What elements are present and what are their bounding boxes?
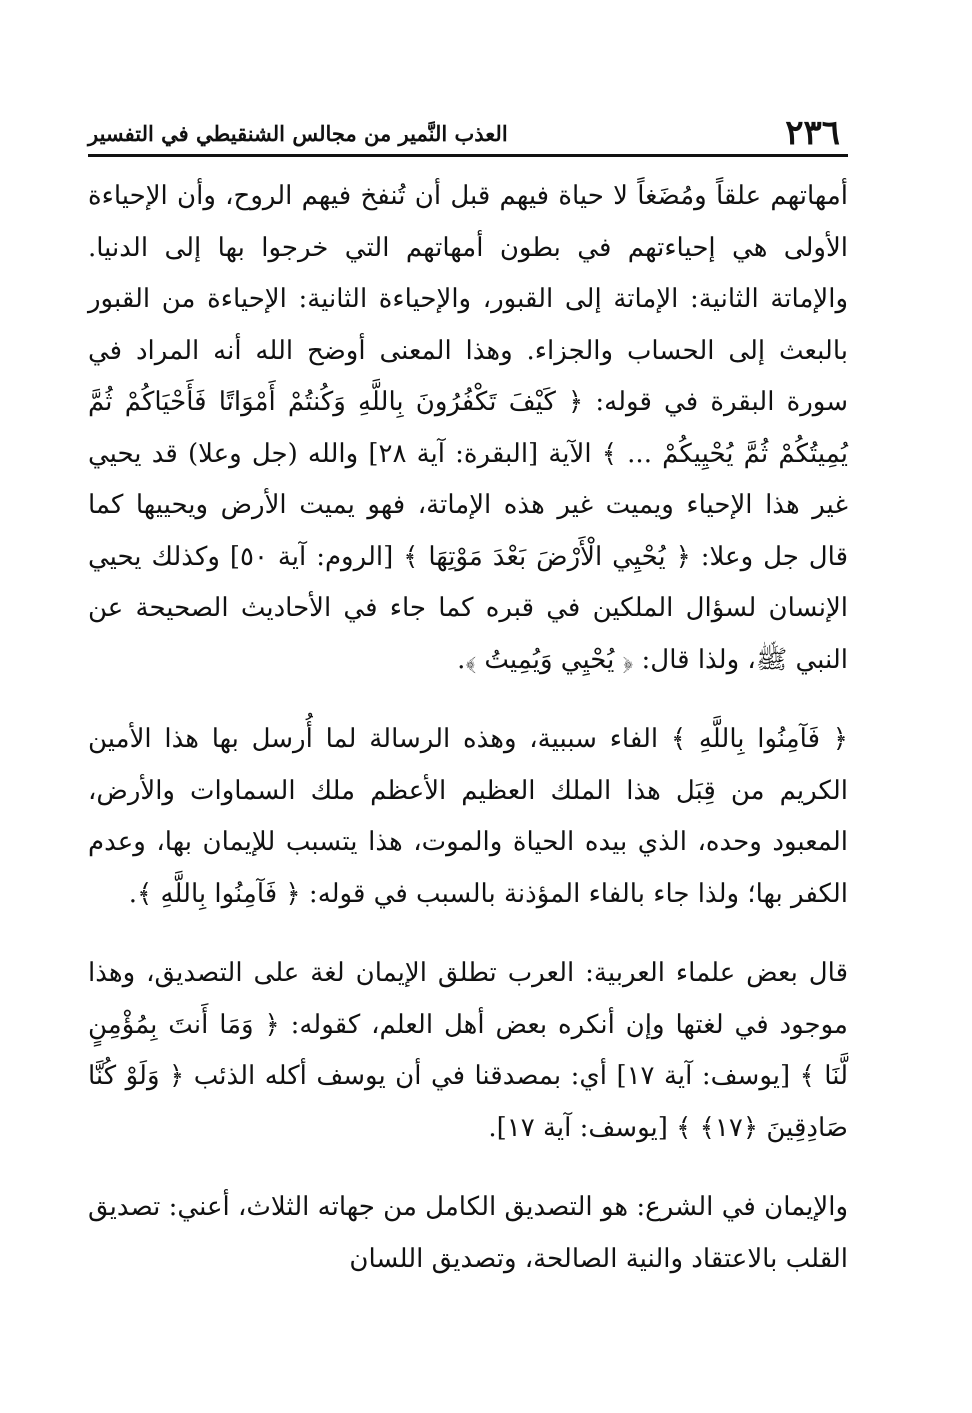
page-body <box>88 171 848 1285</box>
running-header <box>88 112 848 157</box>
page-number: ٢٣٦ <box>785 113 840 153</box>
book-title: العذب النَّمير من مجالس الشنقيطي في التفسير <box>88 121 508 146</box>
paragraph: أمهاتهم علقاً ومُضَغاً لا حياة فيهم قبل أن تُنفخ فيهم الروح، وأن الإحياءة الأولى هي إحياءتهم في بطون أمهاتهم التي خرجوا بها إلى الدنيا. والإماتة الثانية: الإماتة إلى القبور، والإحياءة الثانية: الإحياءة من القبور بالبعث إلى الحساب والجزاء. وهذا المعنى أوضح الله أنه المراد في سورة البقرة في قوله: ﴿ كَيْفَ تَكْفُرُونَ بِاللَّهِ وَكُنتُمْ أَمْوَاتًا فَأَحْيَاكُمْ ثُمَّ يُمِيتُكُمْ ثُمَّ يُحْيِيكُمْ ... ﴾ الآية [البقرة: آية ٢٨] والله (جل وعلا) قد يحيي غير هذا الإحياء ويميت غير هذه الإماتة، فهو يميت الأرض ويحييها كما قال جل وعلا: ﴿ يُحْيِي الْأَرْضَ بَعْدَ مَوْتِهَا ﴾ [الروم: آية ٥٠] وكذلك يحيي الإنسان لسؤال الملكين في قبره كما جاء في الأحاديث الصحيحة عن النبي ﷺ، ولذا قال: ﴿ يُحْيِي وَيُمِيتُ ﴾. <box>88 181 849 675</box>
paragraph: ﴿ فَآمِنُوا بِاللَّهِ ﴾ الفاء سببية، وهذه الرسالة لما أُرسل بها هذا الأمين الكريم من قِبَل هذا الملك العظيم الأعظم ملك السماوات والأرض، المعبود وحده، الذي بيده الحياة والموت، هذا يتسبب للإيمان بها، وعدم الكفر بها؛ ولذا جاء بالفاء المؤذنة بالسبب في قوله: ﴿ فَآمِنُوا بِاللَّهِ ﴾. <box>88 724 848 909</box>
paragraph: قال بعض علماء العربية: العرب تطلق الإيمان لغة على التصديق، وهذا موجود في لغتها وإن أنكره بعض أهل العلم، كقوله: ﴿ وَمَا أَنتَ بِمُؤْمِنٍ لَّنَا ﴾ [يوسف: آية ١٧] أي: بمصدقنا في أن يوسف أكله الذئب ﴿ وَلَوْ كُنَّا صَادِقِينَ ﴿١٧﴾ ﴾ [يوسف: آية ١٧]. <box>88 958 848 1143</box>
paragraph: والإيمان في الشرع: هو التصديق الكامل من جهاته الثلاث، أعني: تصديق القلب بالاعتقاد والنية الصالحة، وتصديق اللسان <box>88 1192 848 1274</box>
book-page <box>88 112 848 1285</box>
